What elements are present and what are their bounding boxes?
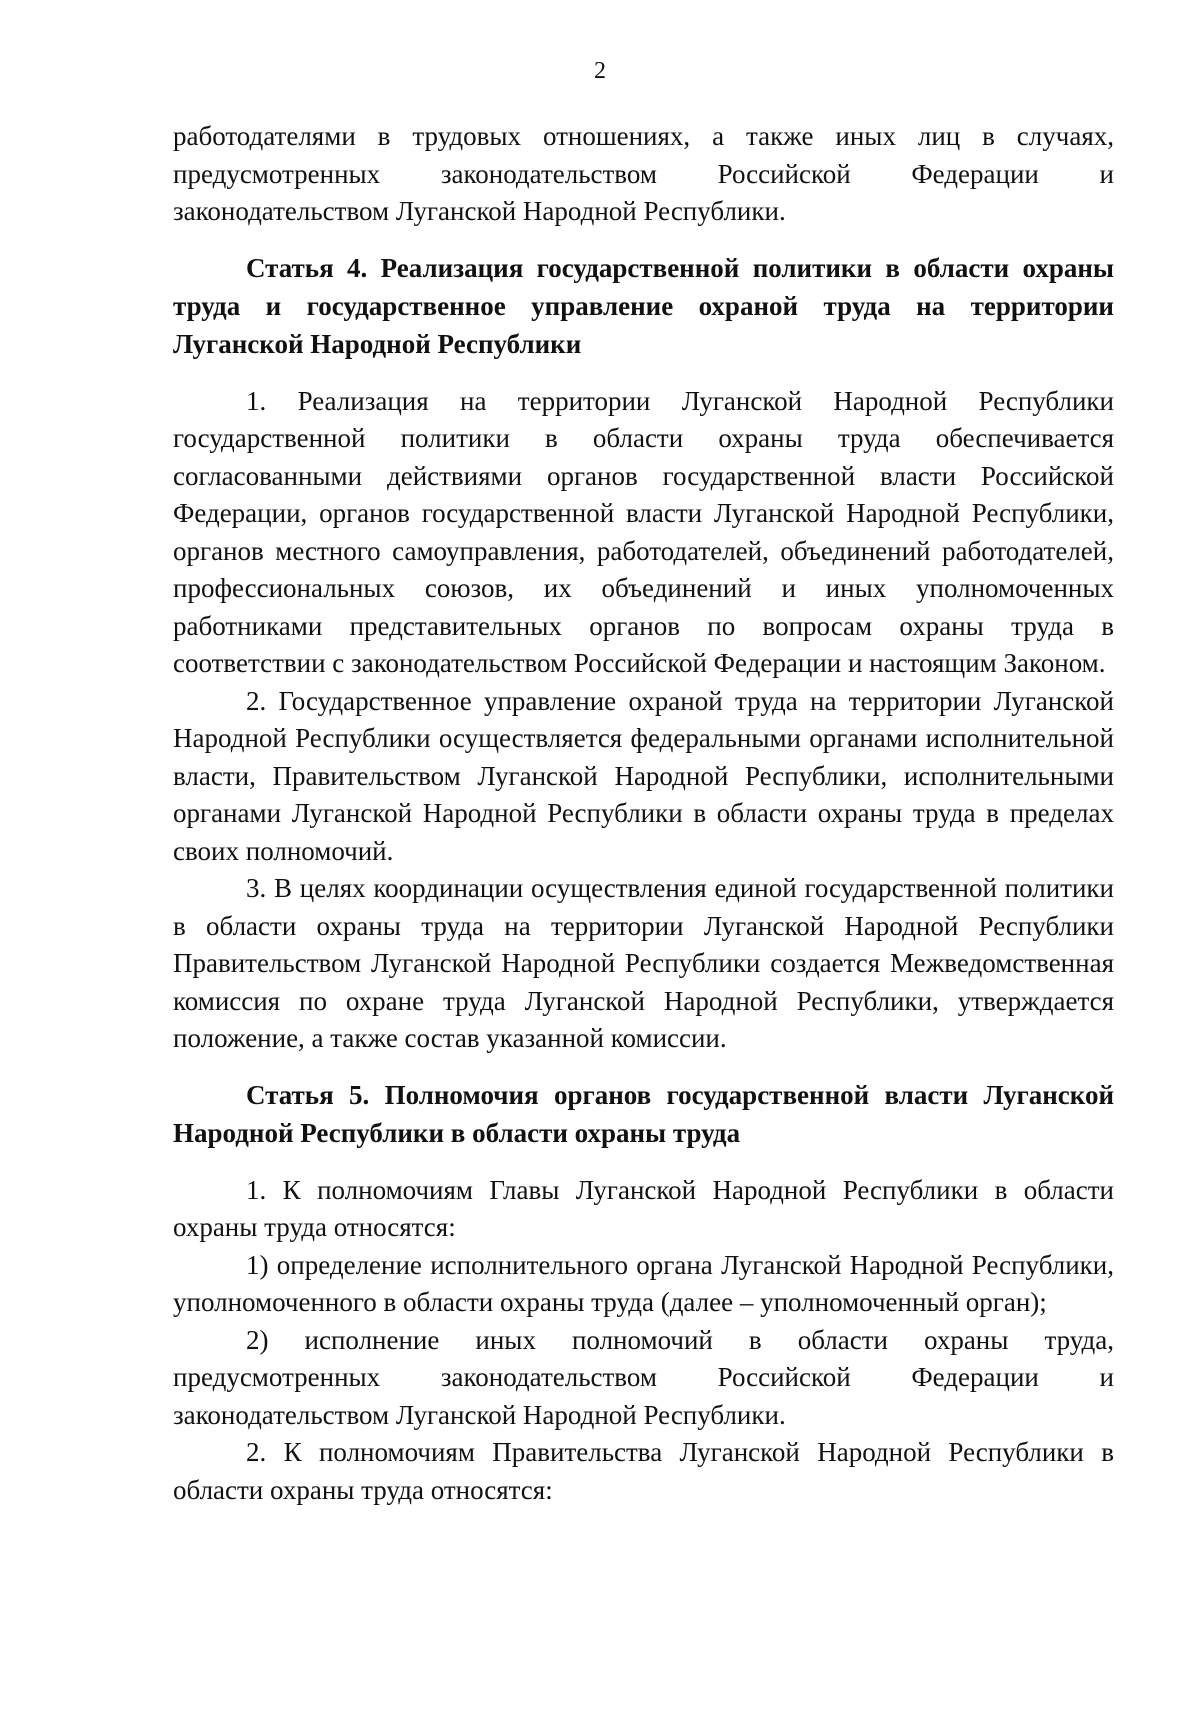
article-4-heading: Статья 4. Реализация государственной политики в области охраны труда и государственное управление охраной труда на территории Луганской Народной Республики [173,252,1114,359]
article-5-clause-1-item-1: 1) определение исполнительного органа Луганской Народной Республики, уполномоченного в области охраны труда (далее – уполномоченный орган); [173,1249,1114,1317]
article-5-clause-1: 1. К полномочиям Главы Луганской Народной Республики в области охраны труда относятся: [173,1174,1114,1242]
article-5-clause-2: 2. К полномочиям Правительства Луганской Народной Республики в области охраны труда относятся: [173,1437,1114,1505]
page-number: 2 [594,58,606,84]
article-4-clause-1: 1. Реализация на территории Луганской Народной Республики государственной политики в области охраны труда обеспечивается согласованными действиями органов государственной власти Российской Федерации, органов государственной власти Луганской Народной Республики, органов местного самоуправления, работодателей, объединений работодателей, профессиональных союзов, их объединений и иных уполномоченных работниками представительных органов по вопросам охраны труда в соответствии с законодательством Российской Федерации и настоящим Законом. [173,385,1114,678]
document-body [173,118,1114,1509]
article-4-clause-3: 3. В целях координации осуществления единой государственной политики в области охраны труда на территории Луганской Народной Республики Правительством Луганской Народной Республики создается Межведомственная комиссия по охране труда Луганской Народной Республики, утверждается положение, а также состав указанной комиссии. [173,873,1114,1053]
article-5-clause-1-item-2: 2) исполнение иных полномочий в области охраны труда, предусмотренных законодательством Российской Федерации и законодательством Луганской Народной Республики. [173,1324,1114,1430]
paragraph-continuation: работодателями в трудовых отношениях, а также иных лиц в случаях, предусмотренных законодательством Российской Федерации и законодательством Луганской Народной Республики. [173,121,1114,226]
article-4-clause-2: 2. Государственное управление охраной труда на территории Луганской Народной Республики осуществляется федеральными органами исполнительной власти, Правительством Луганской Народной Республики, исполнительными органами Луганской Народной Республики в области охраны труда в пределах своих полномочий. [173,685,1114,866]
article-5-heading: Статья 5. Полномочия органов государственной власти Луганской Народной Республики в области охраны труда [173,1079,1114,1148]
